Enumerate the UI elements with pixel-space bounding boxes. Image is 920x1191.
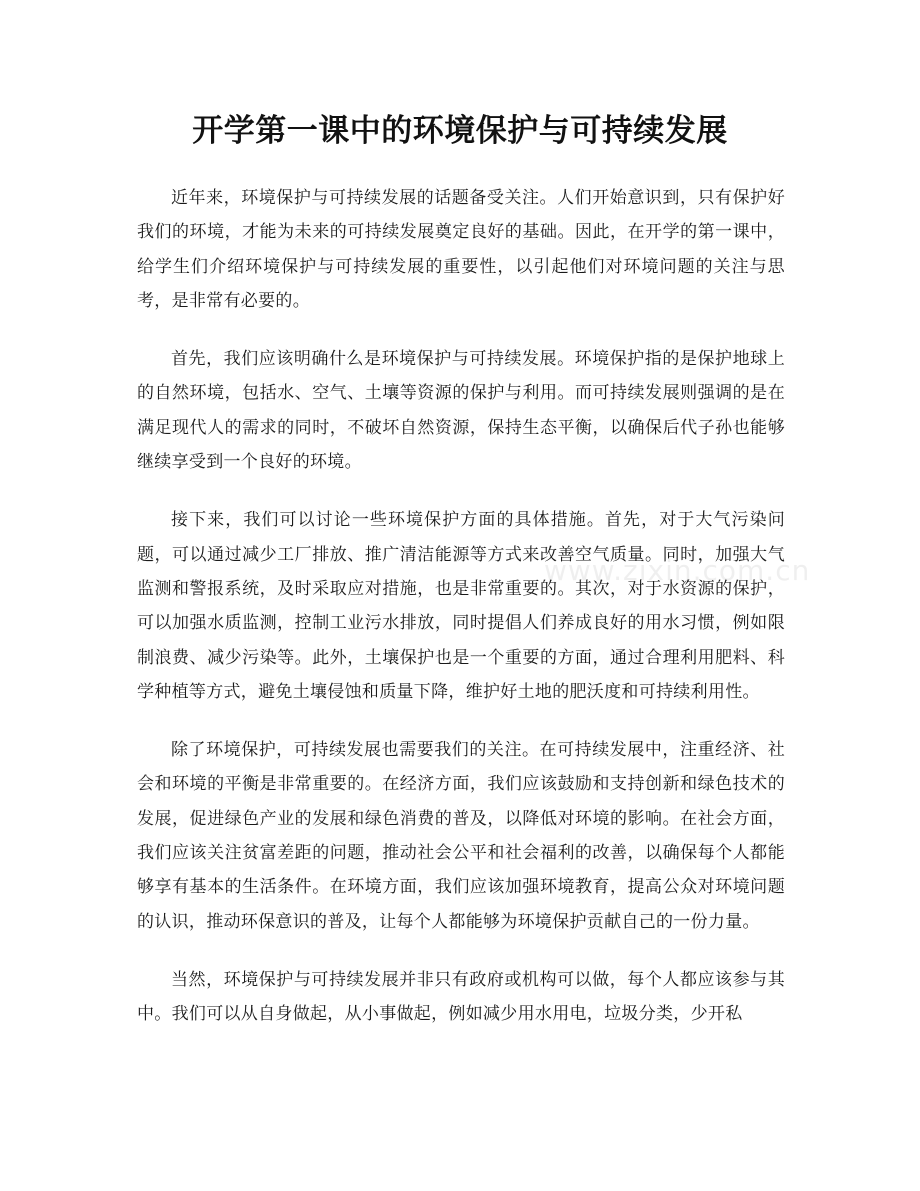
paragraph: 首先，我们应该明确什么是环境保护与可持续发展。环境保护指的是保护地球上的自然环境，包括水、空气、土壤等资源的保护与利用。而可持续发展则强调的是在满足现代人的需求的同时，不破坏自然资源，保持生态平衡，以确保后代子孙也能够继续享受到一个良好的环境。 (137, 349, 785, 473)
watermark-text: www.zixin.com.cn (544, 554, 811, 587)
paragraph: 接下来，我们可以讨论一些环境保护方面的具体措施。首先，对于大气污染问题，可以通过减少工厂排放、推广清洁能源等方式来改善空气质量。同时，加强大气监测和警报系统，及时采取应对措施，也是非常重要的。其次，对于水资源的保护，可以加强水质监测，控制工业污水排放，同时提倡人们养成良好的用水习惯，例如限制浪费、减少污染等。此外，土壤保护也是一个重要的方面，通过合理利用肥料、科学种植等方式，避免土壤侵蚀和质量下降，维护好土地的肥沃度和可持续利用性。 (137, 510, 785, 702)
paragraph: 除了环境保护，可持续发展也需要我们的关注。在可持续发展中，注重经济、社会和环境的平衡是非常重要的。在经济方面，我们应该鼓励和支持创新和绿色技术的发展，促进绿色产业的发展和绿色消费的普及，以降低对环境的影响。在社会方面，我们应该关注贫富差距的问题，推动社会公平和社会福利的改善，以确保每个人都能够享有基本的生活条件。在环境方面，我们应该加强环境教育，提高公众对环境问题的认识，推动环保意识的普及，让每个人都能够为环境保护贡献自己的一份力量。 (137, 740, 785, 932)
paragraph: 当然，环境保护与可持续发展并非只有政府或机构可以做，每个人都应该参与其中。我们可以从自身做起，从小事做起，例如减少用水用电，垃圾分类，少开私 (137, 969, 785, 1025)
document-body (137, 181, 785, 1056)
paragraph: 近年来，环境保护与可持续发展的话题备受关注。人们开始意识到，只有保护好我们的环境，才能为未来的可持续发展奠定良好的基础。因此，在开学的第一课中，给学生们介绍环境保护与可持续发展的重要性，以引起他们对环境问题的关注与思考，是非常有必要的。 (137, 188, 785, 311)
document-title: 开学第一课中的环境保护与可持续发展 (192, 113, 728, 149)
